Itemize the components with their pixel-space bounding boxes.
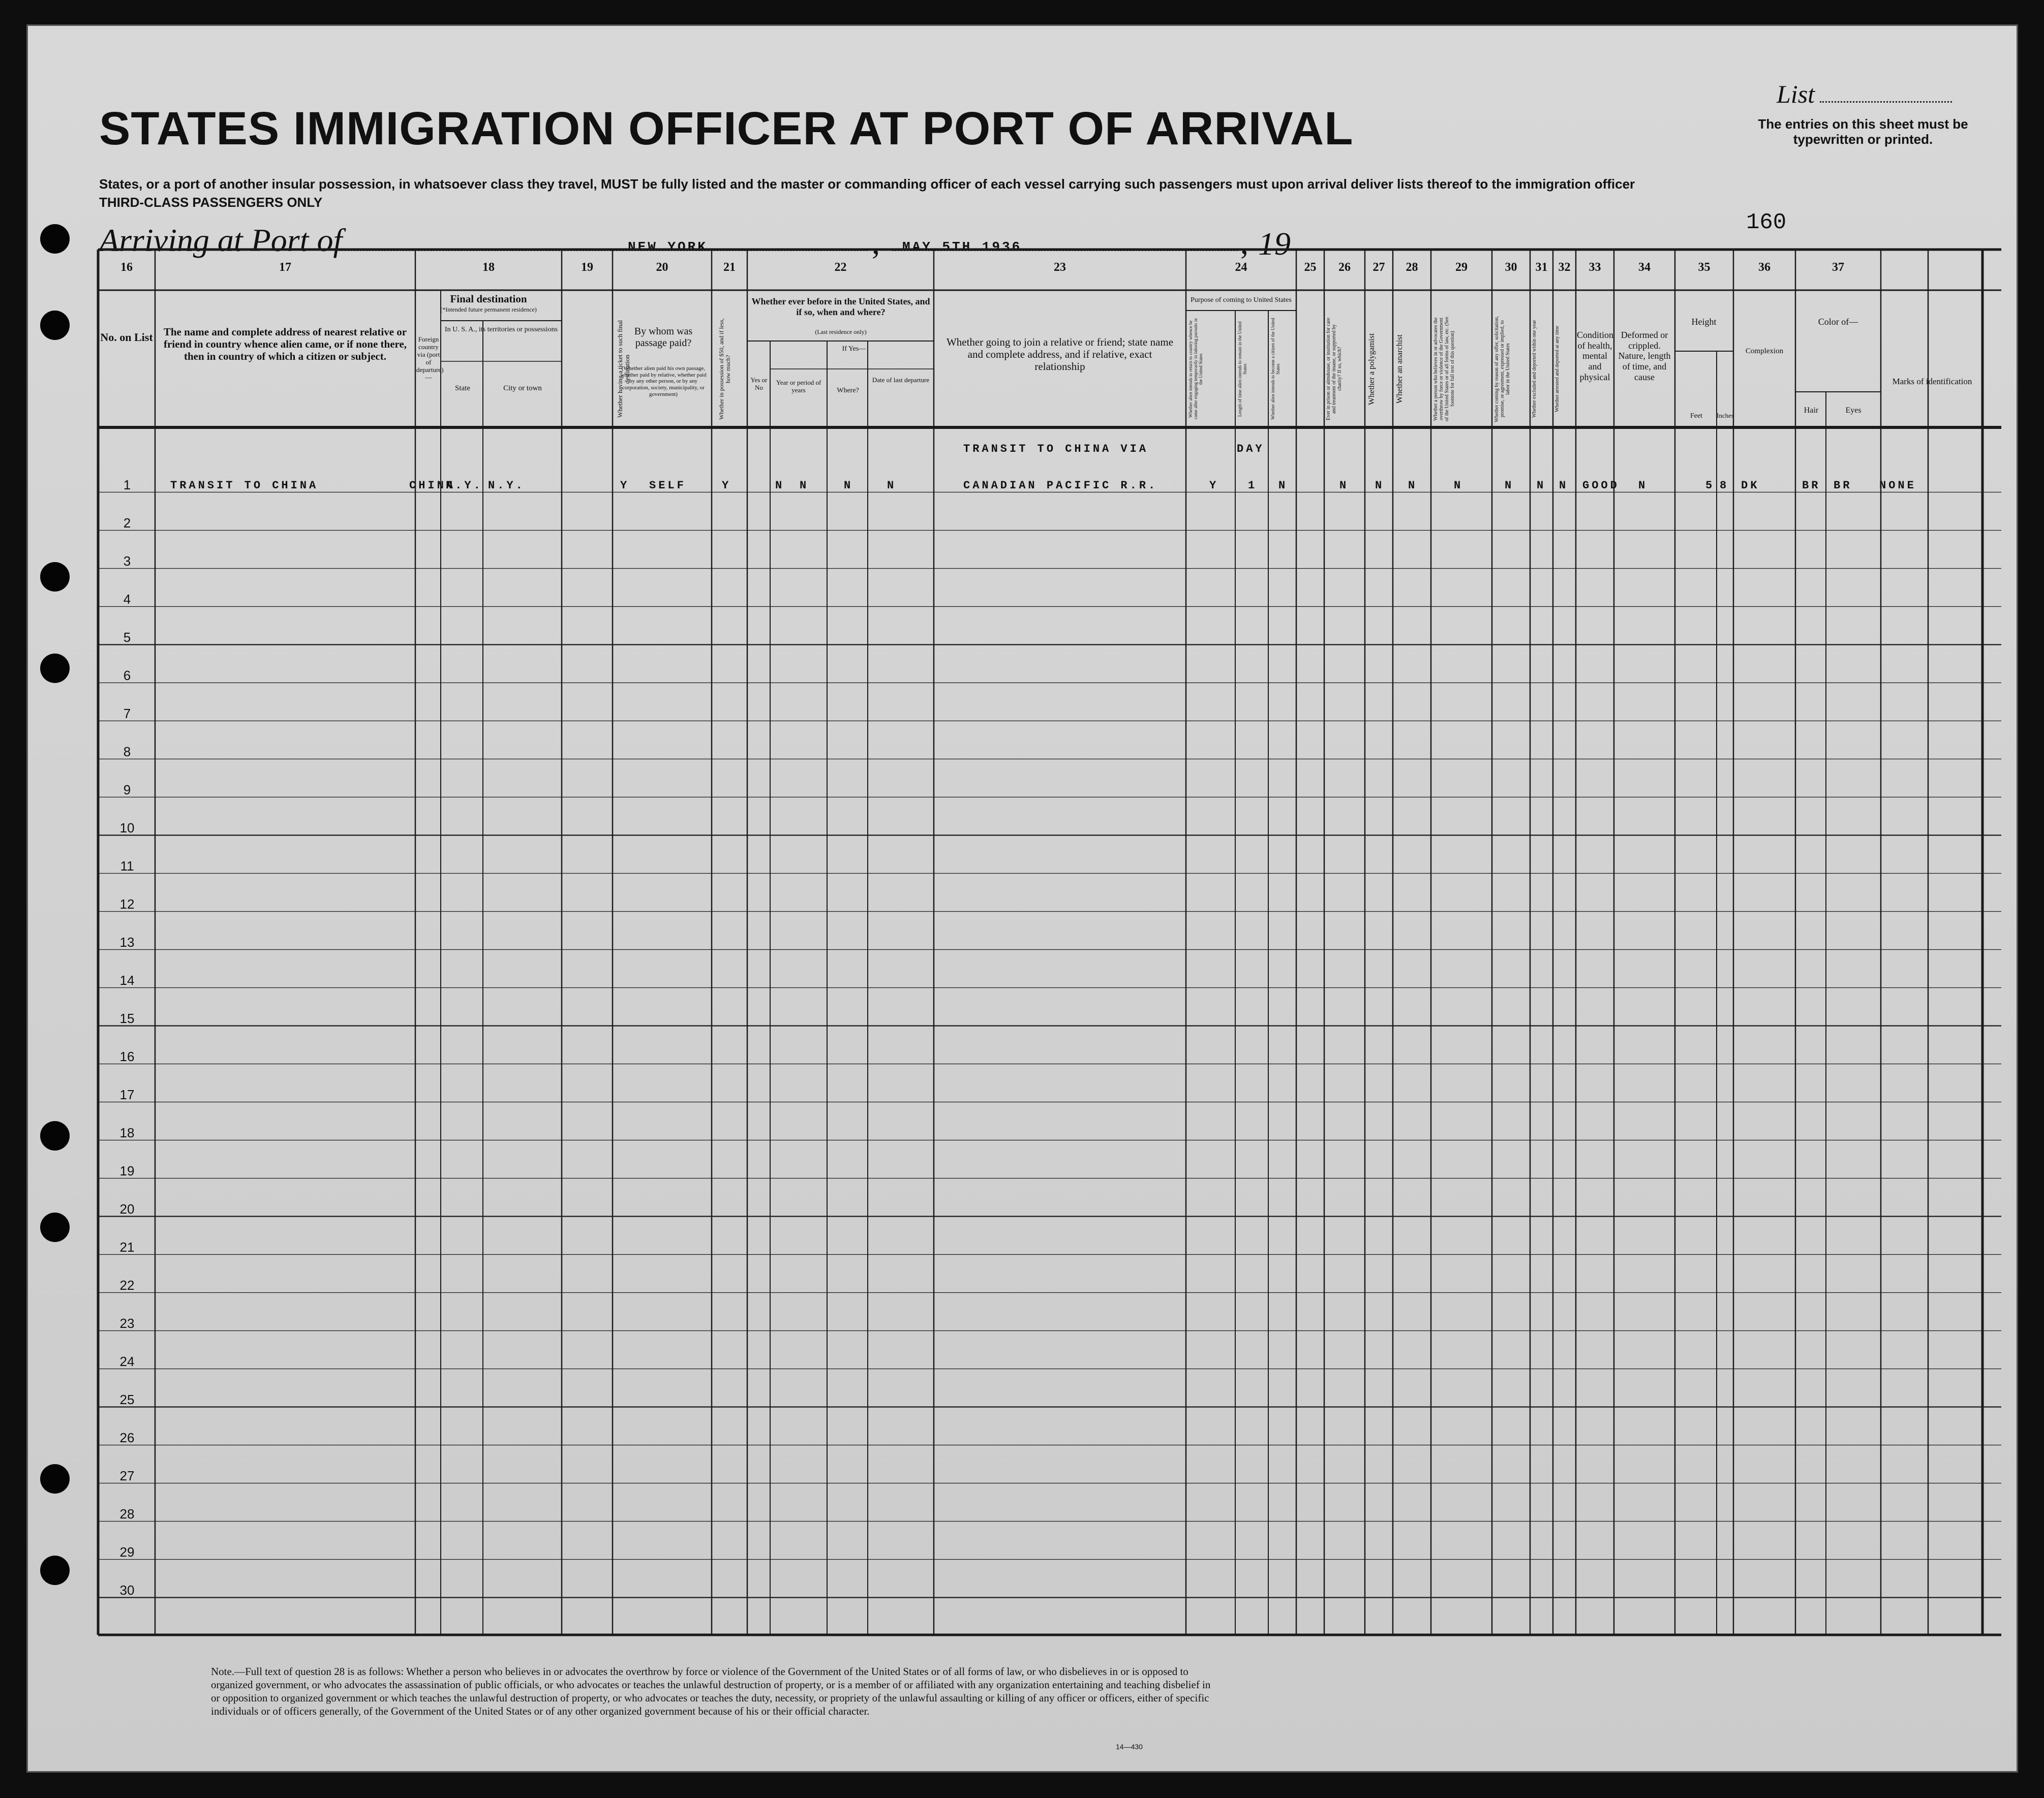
row-number: 26	[119, 1430, 135, 1445]
row-number: 17	[119, 1087, 135, 1102]
header-overthrow: Whether a person who believes in or advocates the overthrow by force or violence of the Government of the United States or of all forms of law, etc. (See footnote for full text of this question)	[1433, 317, 1455, 421]
header-in-usa: In U. S. A., its territories or possessions	[444, 326, 558, 333]
row-number: 28	[119, 1506, 135, 1522]
header-ever-before: Whether ever before in the United States, and if so, when and where?	[751, 296, 930, 317]
entry-polygamist: N	[1375, 479, 1385, 492]
column-number: 16	[120, 261, 133, 274]
entry-deported: N	[1559, 479, 1569, 492]
header-final-destination-note: (*Intended future permanent residence)	[440, 306, 537, 313]
header-feet: Feet	[1690, 412, 1703, 420]
entry-offer-labor: N	[1505, 479, 1514, 492]
entry-purpose-length-unit: DAY	[1237, 443, 1265, 455]
row-number: 5	[123, 630, 131, 645]
row-number: 13	[119, 935, 135, 950]
year-prefix: 19	[1258, 226, 1291, 262]
header-no-on-list: No. on List	[100, 331, 153, 344]
entry-ticket: Y	[620, 479, 630, 492]
entry-ever-before-period: N	[800, 479, 809, 492]
entry-purpose-citizen: N	[1278, 479, 1288, 492]
column-number: 24	[1235, 261, 1247, 274]
header-fifty-dollars: Whether in possession of $50, and if less, how much?	[718, 318, 731, 420]
row-number: 7	[123, 706, 131, 721]
footnote: Note.—Full text of question 28 is as follows: Whether a person who believes in or advocates the overthrow by force or violence of the Government of the United States or of all forms of law, or who disbelieves in or is opposed to organized government, or who advocates the assassination of public officials, or who advocates or teaches the unlawful destruction of property, or is a member of or affiliated with any organization entertaining and teaching disbelief in or opposition to organized government or which teaches the unlawful destruction of property, or who advocates or teaches the duty, necessity, or propriety of the unlawful assaulting or killing of any officer or officers, either of specific individuals or of officers generally, of the Government of the United States or of any other organized government because of his or their official character.	[211, 1665, 1211, 1717]
column-number: 27	[1372, 261, 1385, 274]
header-excluded: Whether excluded and deported within one year	[1532, 320, 1537, 418]
header-nearest-relative: The name and complete address of nearest relative or friend in country whence alien came, or if none there, then in country of which a citizen or subject.	[163, 326, 407, 363]
entry-marks: NONE	[1879, 479, 1916, 492]
entry-overthrow: N	[1454, 479, 1463, 492]
manifest-sheet	[26, 24, 2018, 1773]
row-number: 25	[119, 1392, 135, 1407]
entry-purpose-length: 1	[1248, 479, 1258, 492]
form-number: 14—430	[1116, 1743, 1143, 1751]
column-number: 33	[1589, 261, 1601, 274]
column-number: 28	[1406, 261, 1418, 274]
column-number: 36	[1758, 261, 1771, 274]
entry-join-relative-line2: CANADIAN PACIFIC R.R.	[963, 479, 1158, 492]
row-number: 24	[119, 1354, 135, 1369]
row-number: 14	[119, 973, 135, 988]
header-purpose: Purpose of coming to United States	[1191, 296, 1292, 304]
row-number: 18	[119, 1125, 135, 1140]
header-final-destination: Final destination	[450, 293, 527, 305]
header-offer-labor: Whether coming by reason of any offer, solicitation, promise, or agreement, expressed or implied, to labor in the United States	[1494, 316, 1511, 422]
header-date-departure: Date of last departure	[872, 376, 930, 384]
header-complexion: Complexion	[1745, 347, 1784, 355]
form-subtitle: States, or a port of another insular possession, in whatsoever class they travel, MUST be fully listed and the master or commanding officer of each vessel carrying such passengers must upon arrival deliver lists thereof to the immigration officer	[99, 176, 1635, 192]
row-number: 19	[119, 1163, 135, 1179]
row-number: 15	[119, 1011, 135, 1026]
row-number: 1	[123, 477, 131, 492]
header-hair: Hair	[1804, 406, 1819, 415]
column-number: 29	[1455, 261, 1468, 274]
row-number: 6	[123, 668, 131, 683]
header-where: Where?	[837, 387, 859, 394]
header-city: City or town	[503, 384, 542, 392]
column-number: 35	[1698, 261, 1711, 274]
entry-anarchist: N	[1408, 479, 1418, 492]
entries-note: The entries on this sheet must be typewritten or printed.	[1758, 116, 1968, 147]
entry-state: N.Y.	[446, 479, 483, 492]
entry-hair: BR	[1802, 479, 1821, 492]
header-ticket: Whether having a ticket to such final destination	[616, 320, 631, 418]
column-number: 23	[1054, 261, 1066, 274]
row-number: 29	[119, 1544, 135, 1560]
entry-ever-before-yesno: N	[775, 479, 785, 492]
header-yes-no: Yes or No	[750, 376, 768, 391]
header-ever-before-note: (Last residence only)	[815, 328, 867, 335]
row-number: 30	[119, 1583, 135, 1598]
entry-deformed: N	[1638, 479, 1648, 492]
header-marks: Marks of identification	[1892, 377, 1972, 386]
header-polygamist: Whether a polygamist	[1367, 333, 1376, 405]
header-inches: Inches	[1717, 412, 1734, 419]
row-number: 27	[119, 1468, 135, 1483]
row-number: 9	[123, 782, 131, 797]
row-number: 16	[119, 1049, 135, 1064]
sheet-number: 160	[1746, 210, 1787, 235]
row-number: 3	[123, 553, 131, 569]
entry-ever-before-date: N	[887, 479, 897, 492]
separator: ,	[1240, 225, 1248, 261]
entry-passage-paid: SELF	[649, 479, 686, 492]
header-color-of: Color of—	[1818, 317, 1858, 327]
form-title: STATES IMMIGRATION OFFICER AT PORT OF ARRIVAL	[99, 103, 1354, 154]
header-passage-title: By whom was passage paid?	[634, 326, 693, 349]
header-join-relative: Whether going to join a relative or friend; state name and complete address, and if relative, exact relationship	[946, 336, 1174, 373]
row-number: 22	[119, 1278, 135, 1293]
column-number: 31	[1535, 261, 1548, 274]
entry-health: GOOD	[1582, 479, 1620, 492]
entry-excluded: N	[1537, 479, 1546, 492]
column-number: 17	[279, 261, 291, 274]
column-number: 20	[656, 261, 668, 274]
row-number: 21	[119, 1239, 135, 1255]
header-passage-note: (Whether alien paid his own passage, whether paid by relative, whether paid by any other person, or by any corporation, society, municipality, or government)	[620, 365, 707, 397]
header-height: Height	[1691, 317, 1717, 327]
header-eyes: Eyes	[1845, 406, 1862, 415]
passenger-class: THIRD-CLASS PASSENGERS ONLY	[99, 195, 323, 210]
row-number: 12	[119, 896, 135, 912]
column-number: 37	[1832, 261, 1844, 274]
entry-fifty-dollars: Y	[722, 479, 731, 492]
header-purpose-citizen: Whether alien intends to become a citizen of the United States	[1270, 318, 1280, 420]
entry-eyes: BR	[1834, 479, 1852, 492]
list-label: List	[1777, 80, 1815, 108]
header-period: Year or period of years	[776, 379, 821, 394]
table-grid	[28, 26, 2018, 1773]
entry-city: N.Y.	[488, 479, 525, 492]
column-number: 34	[1638, 261, 1651, 274]
column-number: 18	[482, 261, 495, 274]
column-number: 30	[1505, 261, 1517, 274]
column-number: 19	[581, 261, 593, 274]
column-number: 22	[834, 261, 847, 274]
row-number: 4	[123, 592, 131, 607]
row-number: 23	[119, 1316, 135, 1331]
header-deformed: Deformed or crippled. Nature, length of time, and cause	[1618, 330, 1671, 382]
row-number: 8	[123, 744, 131, 759]
header-deported: Whether arrested and deported at any time	[1554, 326, 1560, 412]
column-number: 21	[723, 261, 736, 274]
entry-complexion: DK	[1741, 479, 1760, 492]
row-number: 2	[123, 515, 131, 531]
entry-height-inches: 8	[1720, 479, 1729, 492]
column-number: 26	[1338, 261, 1351, 274]
entry-join-relative-line1: TRANSIT TO CHINA VIA	[963, 443, 1149, 455]
entry-ever-before-where: N	[844, 479, 853, 492]
header-foreign-country: Foreign country via (port of departure)—	[416, 335, 444, 381]
header-state: State	[455, 384, 470, 392]
entry-height-feet: 5	[1705, 479, 1715, 492]
header-anarchist: Whether an anarchist	[1395, 334, 1404, 404]
separator: ,	[872, 225, 880, 261]
row-number: 20	[119, 1201, 135, 1217]
arriving-label: Arriving at Port of	[99, 222, 343, 258]
column-number: 25	[1304, 261, 1317, 274]
entry-purpose-return: Y	[1209, 479, 1219, 492]
date-value: MAY 5TH 1936	[902, 239, 1022, 255]
header-prison: Ever in prison or almshouse, or institution for care and treatment of the insane, or supported by charity? If so, which?	[1326, 318, 1343, 420]
port-value: NEW YORK	[628, 239, 708, 255]
header-purpose-length: Length of time alien intends to remain in the United States	[1237, 321, 1247, 417]
row-number: 10	[119, 820, 135, 835]
header-if-yes: If Yes—	[842, 345, 866, 353]
row-number: 11	[120, 858, 134, 874]
header-purpose-return: Whether alien intends to return to country whence he came after engaging temporarily in laboring pursuits in the United States	[1188, 318, 1203, 420]
column-number: 32	[1558, 261, 1571, 274]
header-health: Condition of health, mental and physical	[1577, 330, 1614, 382]
entry-prison: N	[1339, 479, 1349, 492]
entry-foreign-country: CHINA	[409, 479, 456, 492]
entry-nearest-relative: TRANSIT TO CHINA	[170, 479, 319, 492]
